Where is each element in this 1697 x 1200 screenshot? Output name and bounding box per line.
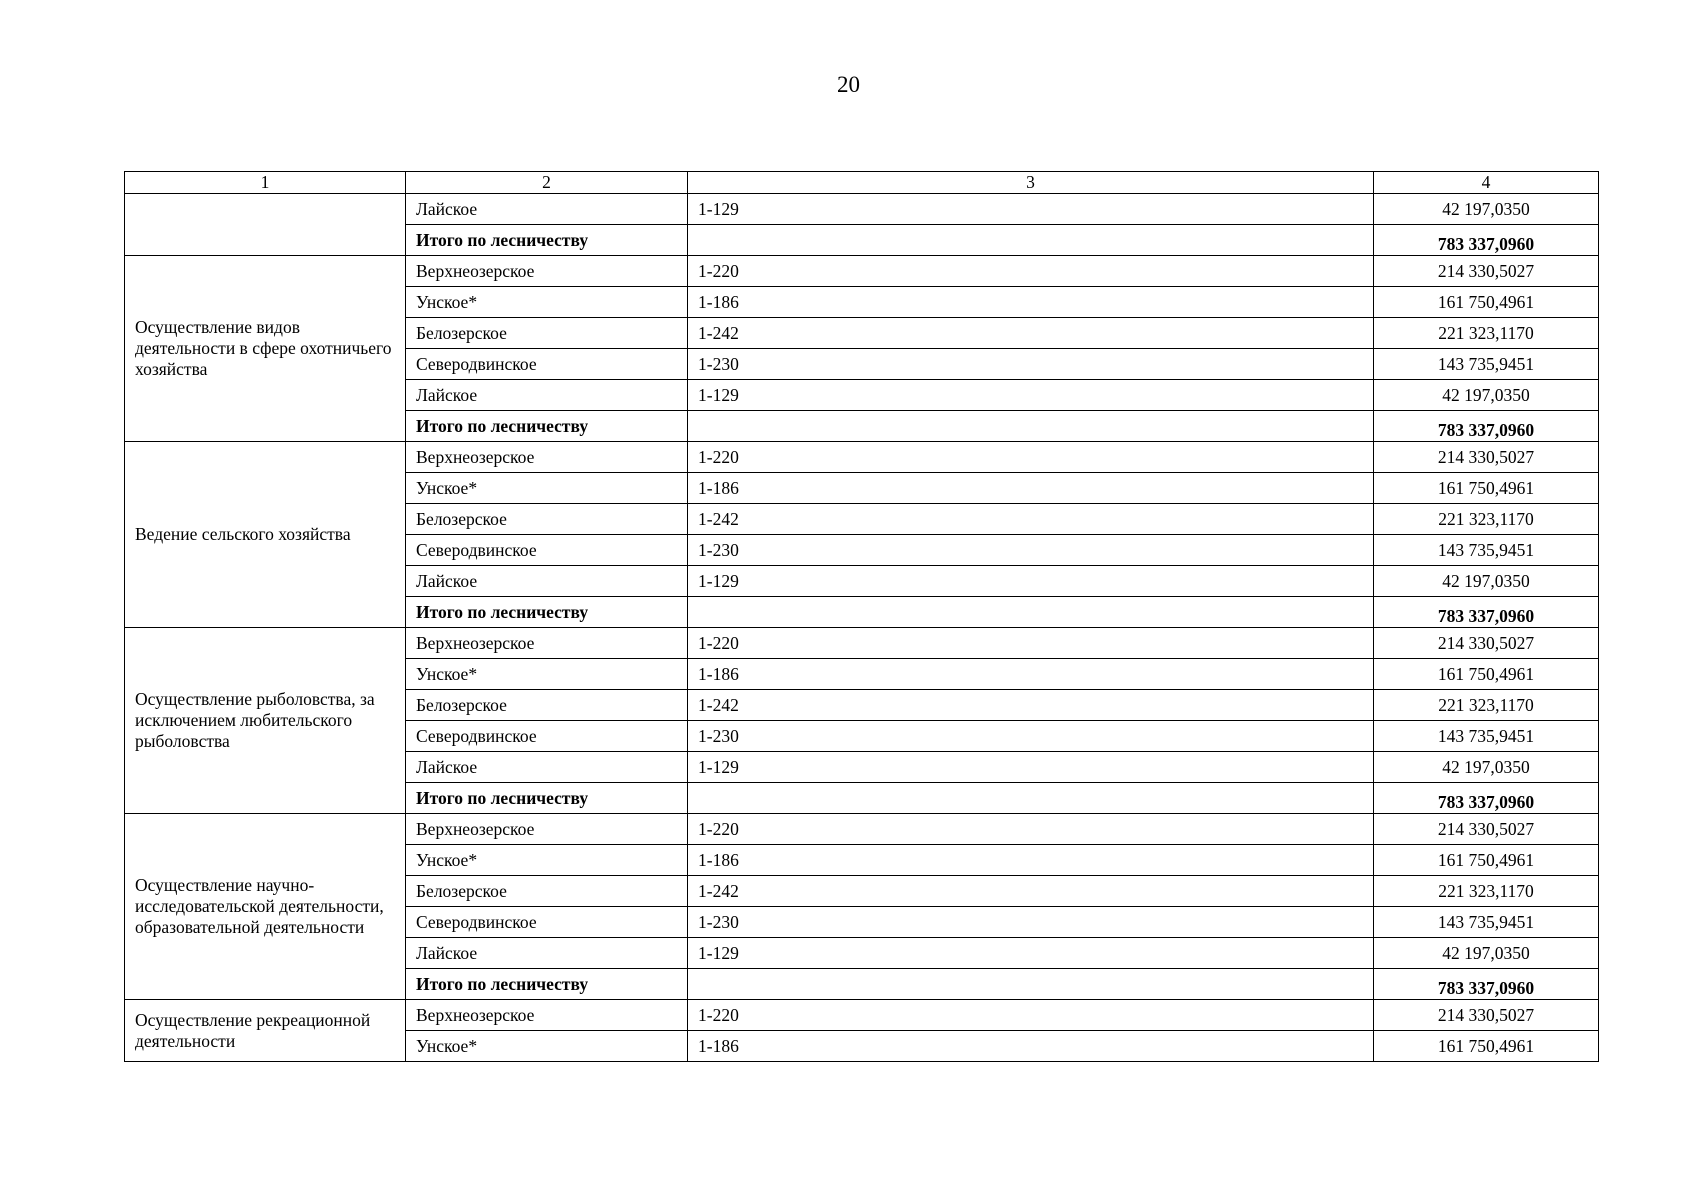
area-cell: 221 323,1170 [1374, 690, 1599, 721]
area-cell: 783 337,0960 [1374, 783, 1599, 814]
area-cell: 42 197,0350 [1374, 194, 1599, 225]
forestry-name-cell: Итого по лесничеству [406, 783, 688, 814]
area-cell: 783 337,0960 [1374, 597, 1599, 628]
quarter-numbers-cell: 1-242 [688, 876, 1374, 907]
forestry-name-cell: Белозерское [406, 690, 688, 721]
area-cell: 783 337,0960 [1374, 225, 1599, 256]
area-cell: 42 197,0350 [1374, 752, 1599, 783]
quarter-numbers-cell: 1-129 [688, 938, 1374, 969]
page-number: 20 [837, 72, 860, 97]
quarter-numbers-cell: 1-186 [688, 1031, 1374, 1062]
area-cell: 783 337,0960 [1374, 411, 1599, 442]
forestry-name-cell: Лайское [406, 752, 688, 783]
forestry-name-cell: Северодвинское [406, 349, 688, 380]
quarter-numbers-cell: 1-129 [688, 194, 1374, 225]
quarter-numbers-cell: 1-230 [688, 349, 1374, 380]
area-cell: 42 197,0350 [1374, 566, 1599, 597]
area-cell: 143 735,9451 [1374, 349, 1599, 380]
area-cell: 143 735,9451 [1374, 535, 1599, 566]
table-body [125, 194, 1599, 1062]
quarter-numbers-cell: 1-220 [688, 442, 1374, 473]
area-cell: 221 323,1170 [1374, 876, 1599, 907]
activity-type-cell [125, 194, 406, 256]
forestry-table [124, 171, 1599, 1062]
forestry-name-cell: Верхнеозерское [406, 814, 688, 845]
area-cell: 214 330,5027 [1374, 442, 1599, 473]
quarter-numbers-cell: 1-129 [688, 752, 1374, 783]
quarter-numbers-cell: 1-186 [688, 287, 1374, 318]
activity-type-cell: Осуществление рыболовства, за исключением любительского рыболовства [125, 628, 406, 814]
column-header-3: 3 [688, 172, 1374, 194]
quarter-numbers-cell: 1-186 [688, 473, 1374, 504]
area-cell: 161 750,4961 [1374, 1031, 1599, 1062]
area-cell: 214 330,5027 [1374, 814, 1599, 845]
forestry-name-cell: Итого по лесничеству [406, 411, 688, 442]
quarter-numbers-cell: 1-129 [688, 380, 1374, 411]
forestry-name-cell: Итого по лесничеству [406, 969, 688, 1000]
quarter-numbers-cell [688, 597, 1374, 628]
forestry-name-cell: Лайское [406, 380, 688, 411]
forestry-name-cell: Итого по лесничеству [406, 225, 688, 256]
forestry-name-cell: Северодвинское [406, 721, 688, 752]
forestry-name-cell: Белозерское [406, 876, 688, 907]
forestry-name-cell: Унское* [406, 1031, 688, 1062]
area-cell: 143 735,9451 [1374, 721, 1599, 752]
table-row [125, 814, 1599, 845]
forestry-name-cell: Унское* [406, 287, 688, 318]
forestry-name-cell: Верхнеозерское [406, 628, 688, 659]
quarter-numbers-cell: 1-230 [688, 907, 1374, 938]
table-row [125, 1000, 1599, 1031]
table-row [125, 442, 1599, 473]
forestry-name-cell: Унское* [406, 659, 688, 690]
column-header-4: 4 [1374, 172, 1599, 194]
quarter-numbers-cell: 1-186 [688, 659, 1374, 690]
area-cell: 161 750,4961 [1374, 845, 1599, 876]
area-cell: 214 330,5027 [1374, 1000, 1599, 1031]
activity-type-cell: Осуществление научно-исследовательской деятельности, образовательной деятельности [125, 814, 406, 1000]
quarter-numbers-cell: 1-220 [688, 814, 1374, 845]
area-cell: 42 197,0350 [1374, 938, 1599, 969]
area-cell: 161 750,4961 [1374, 473, 1599, 504]
quarter-numbers-cell: 1-242 [688, 318, 1374, 349]
forestry-name-cell: Северодвинское [406, 907, 688, 938]
forestry-name-cell: Унское* [406, 845, 688, 876]
forestry-name-cell: Лайское [406, 938, 688, 969]
quarter-numbers-cell [688, 783, 1374, 814]
forestry-name-cell: Лайское [406, 194, 688, 225]
forestry-name-cell: Белозерское [406, 318, 688, 349]
quarter-numbers-cell: 1-220 [688, 256, 1374, 287]
area-cell: 221 323,1170 [1374, 318, 1599, 349]
area-cell: 783 337,0960 [1374, 969, 1599, 1000]
column-header-1: 1 [125, 172, 406, 194]
quarter-numbers-cell [688, 225, 1374, 256]
forestry-name-cell: Итого по лесничеству [406, 597, 688, 628]
quarter-numbers-cell: 1-220 [688, 628, 1374, 659]
area-cell: 214 330,5027 [1374, 628, 1599, 659]
column-number-row [125, 172, 1599, 194]
forestry-name-cell: Верхнеозерское [406, 1000, 688, 1031]
area-cell: 161 750,4961 [1374, 659, 1599, 690]
forestry-name-cell: Северодвинское [406, 535, 688, 566]
quarter-numbers-cell: 1-220 [688, 1000, 1374, 1031]
table-row [125, 194, 1599, 225]
table-row [125, 256, 1599, 287]
forestry-name-cell: Верхнеозерское [406, 256, 688, 287]
area-cell: 143 735,9451 [1374, 907, 1599, 938]
activity-type-cell: Ведение сельского хозяйства [125, 442, 406, 628]
quarter-numbers-cell: 1-242 [688, 504, 1374, 535]
forestry-name-cell: Белозерское [406, 504, 688, 535]
forestry-name-cell: Унское* [406, 473, 688, 504]
quarter-numbers-cell [688, 411, 1374, 442]
quarter-numbers-cell: 1-242 [688, 690, 1374, 721]
table-row [125, 628, 1599, 659]
area-cell: 221 323,1170 [1374, 504, 1599, 535]
forestry-name-cell: Верхнеозерское [406, 442, 688, 473]
area-cell: 161 750,4961 [1374, 287, 1599, 318]
quarter-numbers-cell: 1-129 [688, 566, 1374, 597]
quarter-numbers-cell: 1-230 [688, 721, 1374, 752]
area-cell: 42 197,0350 [1374, 380, 1599, 411]
column-header-2: 2 [406, 172, 688, 194]
area-cell: 214 330,5027 [1374, 256, 1599, 287]
activity-type-cell: Осуществление рекреационной деятельности [125, 1000, 406, 1062]
activity-type-cell: Осуществление видов деятельности в сфере охотничьего хозяйства [125, 256, 406, 442]
forestry-name-cell: Лайское [406, 566, 688, 597]
quarter-numbers-cell: 1-230 [688, 535, 1374, 566]
quarter-numbers-cell: 1-186 [688, 845, 1374, 876]
quarter-numbers-cell [688, 969, 1374, 1000]
